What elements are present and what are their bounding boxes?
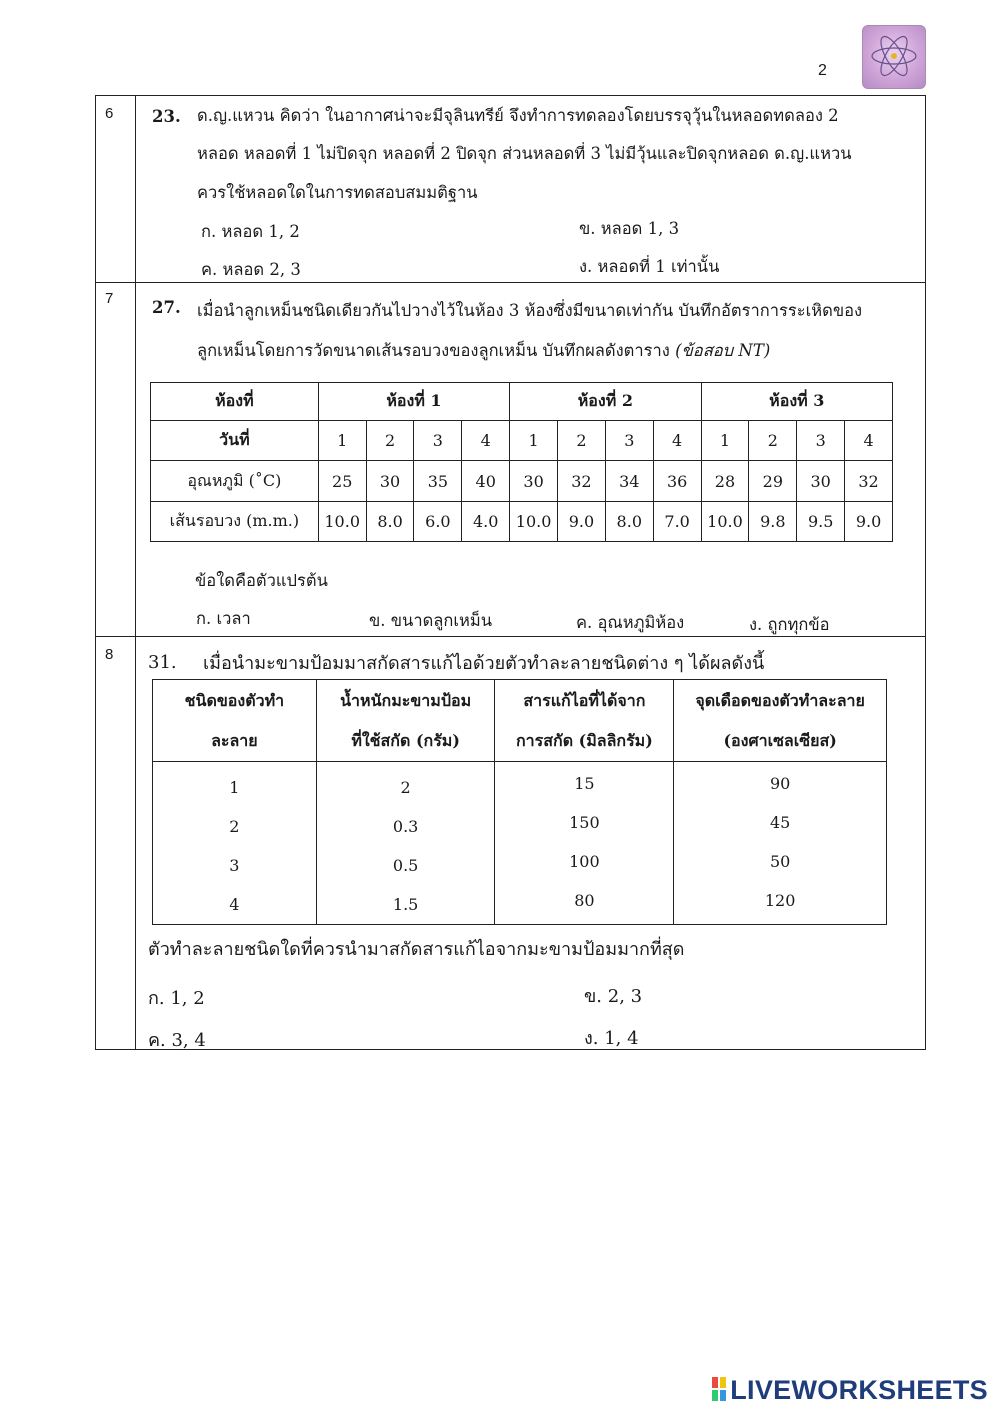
question-text: เมื่อนำลูกเหม็นชนิดเดียวกันไปวางไว้ในห้อง 3 ห้องซึ่งมีขนาดเท่ากัน บันทึกอัตราการระเหิดของ — [197, 301, 863, 320]
temp-cell: 30 — [366, 461, 414, 502]
circumference-cell: 9.8 — [749, 502, 797, 542]
school-logo — [862, 25, 926, 89]
header-line: ชนิดของตัวทำ — [184, 690, 285, 710]
circumference-cell: 10.0 — [318, 502, 366, 542]
day-cell: 2 — [366, 421, 414, 461]
row-number: 6 — [105, 105, 114, 122]
question-prompt: ข้อใดคือตัวแปรต้น — [195, 571, 328, 590]
table-header-cell: วันที่ — [151, 421, 319, 461]
table-cell: 1 — [229, 778, 240, 797]
choice-d[interactable]: ง. ถูกทุกข้อ — [749, 615, 830, 634]
footer-text: LIVEWORKSHEETS — [730, 1375, 988, 1405]
circumference-cell: 6.0 — [414, 502, 462, 542]
day-cell: 3 — [414, 421, 462, 461]
table-cell: 0.3 — [392, 817, 419, 836]
choice-d[interactable]: ง. หลอดที่ 1 เท่านั้น — [579, 257, 720, 276]
table-cell: 150 — [569, 813, 600, 832]
table-header-cell — [316, 680, 495, 762]
solvent-table — [152, 679, 887, 925]
choice-a[interactable]: ก. เวลา — [196, 609, 251, 628]
temp-cell: 28 — [701, 461, 749, 502]
header-line: (องศาเซลเซียส) — [723, 730, 837, 750]
choice-b[interactable]: ข. หลอด 1, 3 — [579, 219, 680, 238]
day-cell: 2 — [558, 421, 606, 461]
source-note: (ข้อสอบ NT) — [675, 341, 771, 360]
table-cell: 100 — [569, 852, 600, 871]
row-label: อุณหภูมิ (˚C) — [151, 461, 319, 502]
day-cell: 1 — [701, 421, 749, 461]
choice-b[interactable]: ข. ขนาดลูกเหม็น — [369, 611, 493, 630]
day-cell: 1 — [318, 421, 366, 461]
choice-a[interactable]: ก. 1, 2 — [148, 988, 205, 1009]
choice-c[interactable]: ค. อุณหภูมิห้อง — [576, 613, 685, 632]
day-cell: 4 — [462, 421, 510, 461]
table-cell: 15 — [574, 774, 595, 793]
temp-cell: 29 — [749, 461, 797, 502]
table-body-row — [153, 762, 887, 925]
atom-logo-icon — [863, 26, 925, 88]
question-text-main: ลูกเหม็นโดยการวัดขนาดเส้นรอบวงของลูกเหม็น บันทึกผลดังตาราง — [197, 341, 670, 360]
circumference-cell: 8.0 — [605, 502, 653, 542]
table-cell: 2 — [400, 778, 411, 797]
row-label: เส้นรอบวง (m.m.) — [151, 502, 319, 542]
question-number: 31. — [148, 652, 177, 673]
table-header-row — [153, 680, 887, 762]
row-number: 7 — [105, 290, 114, 307]
choice-b[interactable]: ข. 2, 3 — [584, 986, 643, 1007]
row-number: 8 — [105, 646, 114, 663]
table-header-cell: ห้องที่ — [151, 383, 319, 421]
table-cell: 80 — [574, 891, 595, 910]
choice-c[interactable]: ค. 3, 4 — [148, 1030, 206, 1051]
choice-d[interactable]: ง. 1, 4 — [584, 1028, 639, 1049]
table-header-cell — [495, 680, 674, 762]
number-column-divider — [135, 95, 136, 1050]
table-header-cell — [674, 680, 887, 762]
header-line: น้ำหนักมะขามป้อม — [340, 690, 472, 710]
table-cell: 120 — [764, 891, 796, 910]
header-line: ที่ใช้สกัด (กรัม) — [351, 730, 460, 750]
circumference-cell: 9.0 — [845, 502, 893, 542]
table-row — [151, 421, 893, 461]
circumference-cell: 10.0 — [510, 502, 558, 542]
question-number: 23. — [152, 107, 181, 126]
circumference-cell: 7.0 — [653, 502, 701, 542]
liveworksheets-logo-icon — [711, 1376, 727, 1402]
question-text: เมื่อนำมะขามป้อมมาสกัดสารแก้ไอด้วยตัวทำละลายชนิดต่าง ๆ ได้ผลดังนี้ — [203, 653, 765, 674]
choice-a[interactable]: ก. หลอด 1, 2 — [201, 222, 300, 241]
temp-cell: 36 — [653, 461, 701, 502]
solvent-column — [153, 762, 317, 925]
table-cell: 90 — [769, 774, 791, 793]
temp-cell: 35 — [414, 461, 462, 502]
day-cell: 3 — [797, 421, 845, 461]
day-cell: 4 — [845, 421, 893, 461]
circumference-cell: 9.5 — [797, 502, 845, 542]
table-cell: 3 — [229, 856, 240, 875]
question-number: 27. — [152, 298, 181, 317]
table-cell: 2 — [229, 817, 240, 836]
question-prompt: ตัวทำละลายชนิดใดที่ควรนำมาสกัดสารแก้ไอจากมะขามป้อมมากที่สุด — [148, 939, 685, 960]
temp-cell: 25 — [318, 461, 366, 502]
circumference-cell: 10.0 — [701, 502, 749, 542]
day-cell: 2 — [749, 421, 797, 461]
table-cell: 0.5 — [392, 856, 419, 875]
day-cell: 1 — [510, 421, 558, 461]
table-cell: 4 — [229, 895, 240, 914]
page-number: 2 — [818, 62, 827, 79]
room-header: ห้องที่ 2 — [510, 383, 701, 421]
temp-cell: 30 — [510, 461, 558, 502]
table-row — [151, 383, 893, 421]
room-header: ห้องที่ 1 — [318, 383, 509, 421]
table-row — [151, 461, 893, 502]
table-cell: 1.5 — [392, 895, 419, 914]
weight-column — [316, 762, 495, 925]
question-text — [197, 338, 770, 364]
extract-column — [495, 762, 674, 925]
temp-cell: 32 — [845, 461, 893, 502]
circumference-cell: 8.0 — [366, 502, 414, 542]
header-line: การสกัด (มิลลิกรัม) — [515, 730, 653, 750]
room-header: ห้องที่ 3 — [701, 383, 892, 421]
table-header-cell — [153, 680, 317, 762]
question-text: ควรใช้หลอดใดในการทดสอบสมมติฐาน — [197, 183, 478, 202]
mothball-table — [150, 382, 893, 542]
question-text: ด.ญ.แหวน คิดว่า ในอากาศน่าจะมีจุลินทรีย์ จึงทำการทดลองโดยบรรจุวุ้นในหลอดทดลอง 2 — [197, 106, 839, 125]
temp-cell: 32 — [558, 461, 606, 502]
question-text: หลอด หลอดที่ 1 ไม่ปิดจุก หลอดที่ 2 ปิดจุก ส่วนหลอดที่ 3 ไม่มีวุ้นและปิดจุกหลอด ด.ญ.แหวน — [197, 144, 852, 163]
circumference-cell: 9.0 — [558, 502, 606, 542]
header-line: จุดเดือดของตัวทำละลาย — [695, 690, 865, 710]
day-cell: 4 — [653, 421, 701, 461]
header-line: สารแก้ไอที่ได้จาก — [523, 690, 646, 710]
liveworksheets-brand — [711, 1375, 988, 1406]
temp-cell: 34 — [605, 461, 653, 502]
table-cell: 50 — [769, 852, 791, 871]
table-row — [151, 502, 893, 542]
table-cell: 45 — [769, 813, 791, 832]
day-cell: 3 — [605, 421, 653, 461]
header-line: ละลาย — [211, 730, 258, 750]
temp-cell: 40 — [462, 461, 510, 502]
boiling-point-column — [674, 762, 887, 925]
temp-cell: 30 — [797, 461, 845, 502]
circumference-cell: 4.0 — [462, 502, 510, 542]
choice-c[interactable]: ค. หลอด 2, 3 — [201, 260, 301, 279]
